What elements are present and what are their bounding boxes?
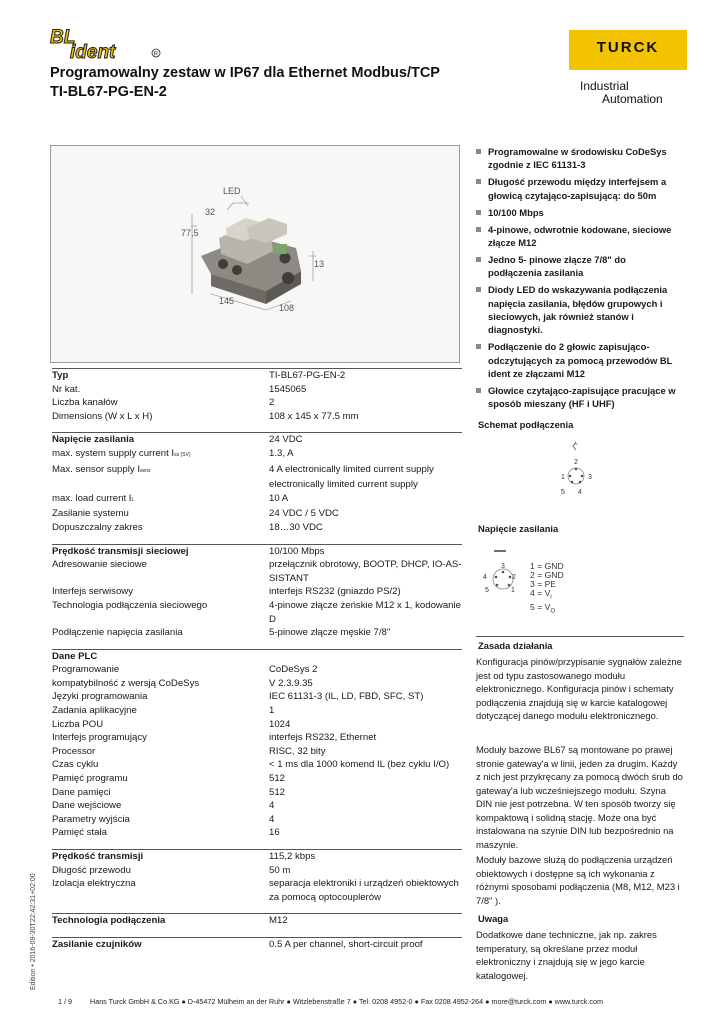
spec-value: 24 VDC: [269, 434, 303, 446]
spec-row: [52, 626, 462, 640]
spec-key-text: Dane PLC: [52, 650, 98, 662]
feature-item: [476, 145, 681, 172]
spec-value: separacja elektroniki i urządzeń obiektowych: [269, 878, 459, 890]
zas-pin-5: 5: [485, 587, 489, 594]
feature-text: Jedno 5- pinowe złącze 7/8" do podłączenia zasilania: [488, 253, 626, 279]
label-77-5: 77,5: [181, 228, 199, 238]
feature-text: Podłączenie do 2 głowic zapisująco-odczytujących za pomocą przewodów BL ident ze złączami M12: [488, 341, 673, 380]
title-line2: TI-BL67-PG-EN-2: [50, 84, 167, 100]
spec-key-text: Processor: [52, 745, 96, 757]
pin-legend-text: 2 = GND: [530, 570, 564, 580]
spec-row: [52, 758, 462, 772]
pin-legend-item: [530, 603, 564, 617]
spec-row: [52, 447, 462, 463]
spec-key-text: Prędkość transmisji sieciowej: [52, 545, 189, 557]
spec-value: 0.5 A per channel, short-circuit proof: [269, 938, 423, 950]
spec-key-text: max. system supply current I: [52, 447, 175, 459]
spec-value: za pomocą optocouplerów: [269, 891, 381, 903]
spec-row: [52, 826, 462, 840]
feature-text: Długość przewodu między interfejsem a głowicą czytająco-zapisującą: do 50m: [488, 176, 667, 201]
bullet-square-icon: [476, 257, 481, 262]
edition-stamp: Edition • 2016-09-30T22:42:31+02:00: [30, 873, 37, 990]
spec-section: [52, 913, 462, 928]
spec-key-text: kompatybilność z wersją CoDeSys: [52, 677, 200, 689]
spec-row: [52, 690, 462, 704]
zasilanie-heading: Napięcie zasilania: [478, 523, 559, 534]
feature-item: [476, 206, 681, 219]
brand-name: TURCK: [596, 39, 660, 56]
zasada-paragraph-3: Moduły bazowe służą do podłączenia urządzeń obiektowych i dostępne są ich wykonania z różnymi sposobami podłączenia (M8, M12, M23 i 7/8" ).: [476, 854, 680, 906]
label-led: LED: [223, 186, 241, 196]
pin-legend: [530, 562, 564, 616]
spec-key-text: Technologia podłączenia: [52, 915, 166, 927]
feature-item: [476, 283, 681, 337]
spec-value: 115,2 kbps: [269, 851, 316, 862]
spec-key: [52, 410, 269, 424]
spec-value: electronically limited current supply: [269, 479, 418, 491]
spec-key: [52, 731, 269, 745]
spec-table: [52, 368, 462, 952]
pin-legend-item: [530, 589, 564, 603]
spec-key-text: Zasilanie czujników: [52, 938, 142, 950]
spec-row: [52, 799, 462, 813]
feature-item: [476, 175, 681, 202]
spec-value: < 1 ms dla 1000 komend IL (bez cyklu I/O): [269, 759, 450, 771]
spec-key-text: Nr kat.: [52, 383, 81, 395]
label-13: 13: [314, 259, 325, 269]
spec-value: 512: [269, 773, 286, 785]
spec-row: [52, 369, 462, 383]
schemat-pin-4: 4: [578, 489, 582, 496]
spec-key-text: Podłączenie napięcia zasilania: [52, 627, 183, 639]
spec-value: 24 VDC / 5 VDC: [269, 508, 339, 520]
spec-row: [52, 558, 462, 572]
spec-key: [52, 677, 269, 691]
footer: [58, 997, 603, 1006]
spec-value: D: [269, 613, 276, 625]
spec-key-text: Interfejs programujący: [52, 732, 147, 744]
spec-key-text: Pamięć stała: [52, 827, 107, 839]
spec-key: [52, 572, 269, 586]
spec-key-text: Prędkość transmisji: [52, 851, 144, 862]
spec-key: [52, 704, 269, 718]
feature-text: Głowice czytająco-zapisujące pracujące w sposób mieszany (HF i UHF): [488, 385, 676, 410]
spec-key: [52, 745, 269, 759]
spec-key: [52, 478, 269, 492]
spec-key: [52, 758, 269, 772]
feature-text: 10/100 Mbps: [488, 206, 544, 218]
bullet-square-icon: [476, 210, 481, 215]
spec-key-text: Interfejs serwisowy: [52, 586, 134, 598]
spec-value: 5-pinowe złącze męskie 7/8": [269, 627, 391, 639]
spec-value: 108 x 145 x 77.5 mm: [269, 410, 359, 422]
spec-key: [52, 877, 269, 891]
spec-key: [52, 690, 269, 704]
spec-row: [52, 613, 462, 627]
spec-key-text: Technologia podłączenia sieciowego: [52, 599, 208, 611]
spec-value: 1: [269, 705, 275, 717]
schemat-pin-5: 5: [561, 489, 565, 496]
pin-legend-subscript: O: [550, 608, 555, 615]
spec-row: [52, 850, 462, 864]
spec-key: [52, 813, 269, 827]
zasilanie-pinout: [480, 546, 530, 600]
spec-key: [52, 864, 269, 878]
spec-value: 512: [269, 786, 286, 798]
spec-row: [52, 521, 462, 535]
spec-section: [52, 937, 462, 952]
spec-key-text: Zadania aplikacyjne: [52, 705, 137, 717]
title-line1: Programowalny zestaw w IP67 dla Ethernet Modbus/TCP: [50, 65, 440, 81]
spec-key-text: Max. sensor supply I: [52, 463, 140, 475]
feature-item: [476, 253, 681, 280]
spec-row: [52, 891, 462, 905]
spec-row: [52, 813, 462, 827]
spec-value: interfejs RS232 (gniazdo PS/2): [269, 586, 401, 598]
spec-key-text: Dane wejściowe: [52, 800, 122, 812]
spec-section: [52, 368, 462, 423]
feature-text: 4-pinowe, odwrotnie kodowane, sieciowe złącze M12: [488, 223, 672, 248]
spec-row: [52, 599, 462, 613]
spec-key: [52, 599, 269, 613]
zas-pin-3: 3: [501, 563, 505, 570]
spec-row: [52, 731, 462, 745]
turck-logo: [569, 30, 687, 70]
spec-key-text: Liczba POU: [52, 718, 104, 730]
bl-ident-logo: [48, 26, 166, 60]
spec-key: [52, 626, 269, 640]
schemat-heading: Schemat podłączenia: [478, 419, 574, 430]
spec-row: [52, 396, 462, 410]
spec-row: [52, 704, 462, 718]
spec-value: RISC, 32 bity: [269, 745, 326, 757]
uwaga-heading: Uwaga: [478, 913, 509, 924]
spec-key: [52, 507, 269, 521]
schemat-pin-1: 1: [561, 474, 565, 481]
spec-key-text: Napięcie zasilania: [52, 434, 135, 446]
spec-row: [52, 864, 462, 878]
spec-row: [52, 463, 462, 479]
spec-key: [52, 383, 269, 397]
spec-key: [52, 786, 269, 800]
spec-row: [52, 718, 462, 732]
zas-pin-1: 1: [511, 587, 515, 594]
spec-key: [52, 433, 269, 447]
svg-text:R: R: [153, 51, 159, 58]
spec-section: [52, 432, 462, 534]
spec-row: [52, 677, 462, 691]
spec-key: [52, 521, 269, 535]
spec-key-text: Zasilanie systemu: [52, 508, 129, 520]
spec-row: [52, 772, 462, 786]
page-number: 1 / 9: [58, 997, 72, 1006]
spec-key-text: Liczba kanałów: [52, 397, 118, 409]
schemat-pin-3: 3: [588, 474, 592, 481]
spec-value: 1545065: [269, 383, 307, 395]
zas-pin-2: 2: [512, 574, 516, 581]
spec-key: [52, 545, 269, 559]
spec-key-text: max. load current I: [52, 492, 132, 504]
spec-key: [52, 463, 269, 479]
spec-row: [52, 383, 462, 397]
pin-legend-text: 1 = GND: [530, 561, 564, 571]
spec-key: [52, 663, 269, 677]
feature-item: [476, 223, 681, 250]
spec-key-text: Typ: [52, 370, 69, 381]
label-108: 108: [279, 303, 295, 313]
spec-value: interfejs RS232, Ethernet: [269, 732, 377, 744]
spec-key: [52, 891, 269, 905]
spec-key: [52, 938, 269, 952]
bullet-square-icon: [476, 149, 481, 154]
bullet-square-icon: [476, 179, 481, 184]
rule-zasada: [476, 636, 684, 637]
bullet-square-icon: [476, 388, 481, 393]
spec-row: [52, 650, 462, 664]
feature-item: [476, 384, 681, 411]
spec-key-text: Dimensions (W x L x H): [52, 410, 153, 422]
product-figure: [50, 145, 460, 363]
spec-value: [269, 650, 462, 664]
schemat-pin-2: 2: [574, 459, 578, 466]
spec-section: [52, 849, 462, 904]
feature-list: [476, 145, 681, 414]
spec-key-subscript: L: [131, 496, 135, 503]
spec-key-text: Parametry wyjścia: [52, 813, 130, 825]
spec-section: [52, 544, 462, 640]
bullet-square-icon: [476, 344, 481, 349]
pin-legend-text: 3 = PE: [530, 579, 557, 589]
spec-key: [52, 772, 269, 786]
brand-tagline: [580, 80, 663, 106]
spec-value: CoDeSys 2: [269, 664, 318, 676]
spec-value: SISTANT: [269, 572, 309, 584]
spec-row: [52, 433, 462, 447]
spec-row: [52, 572, 462, 586]
spec-row: [52, 877, 462, 891]
bullet-square-icon: [476, 287, 481, 292]
spec-value: 10/100 Mbps: [269, 545, 325, 557]
spec-value: IEC 61131-3 (IL, LD, FBD, SFC, ST): [269, 691, 424, 703]
spec-key: [52, 447, 269, 463]
spec-value: 10 A: [269, 492, 289, 504]
label-32: 32: [205, 207, 216, 217]
spec-key-text: Izolacja elektryczna: [52, 878, 136, 890]
schemat-pinout: [556, 440, 606, 498]
pin-legend-text: 5 = V: [530, 601, 551, 612]
spec-row: [52, 478, 462, 492]
feature-text: Programowalne w środowisku CoDeSys zgodnie z IEC 61131-3: [488, 146, 667, 171]
spec-key: [52, 396, 269, 410]
spec-key: [52, 826, 269, 840]
spec-value: 2: [269, 397, 275, 409]
spec-value: TI-BL67-PG-EN-2: [269, 370, 346, 381]
zasada-heading: Zasada działania: [478, 640, 553, 651]
tagline-line2: Automation: [602, 92, 663, 106]
spec-key: [52, 799, 269, 813]
spec-row: [52, 914, 462, 928]
spec-key: [52, 585, 269, 599]
spec-key: [52, 650, 269, 664]
spec-key-text: Dopuszczalny zakres: [52, 521, 143, 533]
spec-section: [52, 649, 462, 840]
spec-key-subscript: ss (SV): [174, 451, 191, 458]
pin-legend-subscript: i: [550, 594, 552, 601]
spec-row: [52, 492, 462, 508]
spec-key: [52, 558, 269, 572]
spec-row: [52, 745, 462, 759]
footer-contact: Hans Turck GmbH & Co.KG ● D-45472 Mülheim an der Ruhr ● Witzlebenstraße 7 ● Tel. 0208 4952-0 ● Fax 0208 4952-264 ● more@turck.com ● www.turck.com: [90, 997, 603, 1006]
spec-value: 4: [269, 800, 275, 812]
spec-key-text: Dane pamięci: [52, 786, 111, 798]
device-drawing: [51, 146, 459, 362]
spec-key-text: Pamięć programu: [52, 773, 128, 785]
spec-value: 50 m: [269, 864, 291, 876]
spec-value: V 2.3.9.35: [269, 677, 313, 689]
spec-row: [52, 545, 462, 559]
spec-value: M12: [269, 915, 288, 927]
pin-legend-text: 4 = V: [530, 588, 551, 598]
zas-pin-4: 4: [483, 574, 487, 581]
label-145: 145: [219, 296, 235, 306]
spec-key-text: Długość przewodu: [52, 864, 131, 876]
spec-key-text: Programowanie: [52, 664, 120, 676]
feature-item: [476, 340, 681, 380]
spec-key: [52, 613, 269, 627]
spec-value: 1.3, A: [269, 447, 294, 459]
spec-key-text: Adresowanie sieciowe: [52, 559, 147, 571]
feature-text: Diody LED do wskazywania podłączenia napięcia zasilania, błędów grupowych i sieciowych, jak również stanów i diagnostyki.: [488, 284, 668, 336]
spec-value: 1024: [269, 718, 291, 730]
bullet-square-icon: [476, 227, 481, 232]
spec-value: 16: [269, 827, 280, 839]
tagline-line1: Industrial: [580, 79, 629, 93]
spec-value: 18…30 VDC: [269, 521, 323, 533]
page-title: [50, 64, 440, 102]
spec-key-text: Języki programowania: [52, 691, 148, 703]
spec-key: [52, 492, 269, 508]
zasada-paragraph-2: Moduły bazowe BL67 są montowane po prawej stronie gateway'a w linii, jeden za drugim. Każdy z nich jest przykręcany za pomocą dwóch śrub do gateway'a lub wcześniejszego modułu. Szyna DIN nie jest potrzebna. W ten sposób tworzy się kompaktową i solidną stację. Może ona być instalowana na szynie DIN lub bezpośrednio na maszynie.: [476, 744, 683, 850]
spec-row: [52, 938, 462, 952]
svg-text:ident: ident: [70, 42, 116, 60]
spec-value: 4: [269, 813, 275, 825]
spec-key-text: Czas cyklu: [52, 759, 99, 771]
spec-value: przełącznik obrotowy, BOOTP, DHCP, IO-AS-: [269, 559, 462, 571]
spec-key: [52, 369, 269, 383]
svg-text:BL: BL: [50, 27, 76, 48]
zasada-paragraph-1: Konfiguracja pinów/przypisanie sygnałów zależne jest od typu zastosowanego modułu elektronicznego. Konfiguracja pinów i schematy podłączenia znajdują się w karcie katalogowej dotyczącej danego modułu elektronicznego.: [476, 656, 682, 721]
spec-key-subscript: sens: [139, 467, 151, 474]
spec-key: [52, 718, 269, 732]
spec-row: [52, 507, 462, 521]
spec-row: [52, 585, 462, 599]
spec-row: [52, 663, 462, 677]
spec-value: 4 A electronically limited current supply: [269, 463, 434, 475]
spec-row: [52, 786, 462, 800]
uwaga-text: Dodatkowe dane techniczne, jak np. zakres temperatury, są określane przez moduł elektroniczny i znajdują się w jego karcie katalogowej.: [476, 929, 657, 981]
spec-row: [52, 410, 462, 424]
spec-key: [52, 914, 269, 928]
spec-key: [52, 850, 269, 864]
spec-value: 4-pinowe złącze żeńskie M12 x 1, kodowanie: [269, 599, 461, 611]
